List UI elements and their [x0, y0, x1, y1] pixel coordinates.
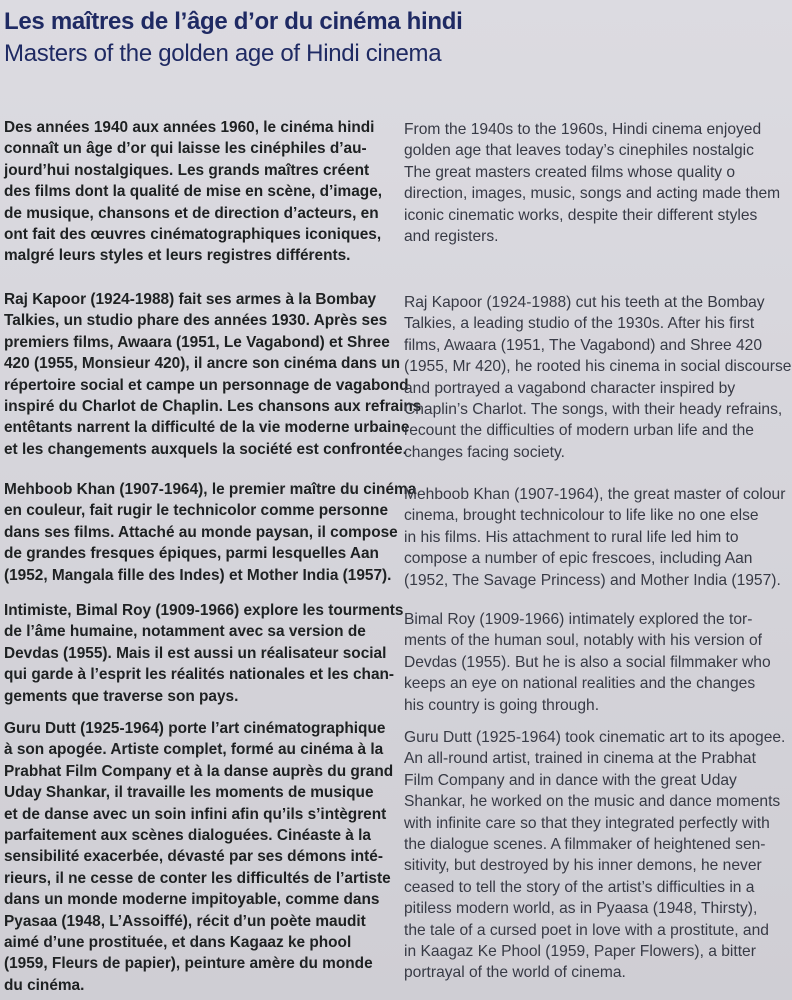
text-line: premiers films, Awaara (1951, Le Vagabond) et Shree: [4, 333, 390, 351]
text-line: Uday Shankar, il travaille les moments de musique: [4, 784, 374, 802]
text-line: rieurs, il ne cesse de conter les difficultés de l’artiste: [4, 869, 391, 887]
text-line: Prabhat Film Company et à la danse auprès du grand: [4, 762, 394, 780]
title-french: Les maîtres de l’âge d’or du cinéma hindi: [4, 8, 463, 35]
text-line: entêtants narrent la difficulté de la vie moderne urbaine: [4, 419, 410, 437]
text-line: and registers.: [404, 227, 499, 245]
text-line: (1955, Mr 420), he rooted his cinema in social discourse: [404, 358, 792, 376]
text-line: and portrayed a vagabond character inspired by: [404, 379, 736, 397]
text-line: ceased to tell the story of the artist’s difficulties in a: [404, 878, 755, 896]
text-line: inspiré du Charlot de Chaplin. Les chansons aux refrains: [4, 397, 422, 415]
paragraph-en-bimal-roy: [404, 609, 771, 716]
text-line: dans un monde moderne impitoyable, comme dans: [4, 891, 380, 909]
text-line: films, Awaara (1951, The Vagabond) and Shree 420: [404, 336, 763, 354]
text-line: ments of the human soul, notably with his version of: [404, 632, 762, 650]
text-line: in his films. His attachment to rural life led him to: [404, 528, 739, 546]
text-line: (1959, Fleurs de papier), peinture amère du monde: [4, 955, 373, 973]
text-line: Mehboob Khan (1907-1964), the great master of colour: [404, 486, 786, 503]
text-line: (1952, The Savage Princess) and Mother India (1957).: [404, 571, 781, 589]
paragraph-fr-intro: [4, 117, 382, 267]
text-line: changes facing society.: [404, 443, 565, 461]
text-line: Chaplin’s Charlot. The songs, with their heady refrains,: [404, 400, 783, 418]
text-line: Raj Kapoor (1924-1988) fait ses armes à la Bombay: [4, 291, 377, 308]
text-line: Guru Dutt (1925-1964) porte l’art cinématographique: [4, 720, 386, 737]
text-line: de grandes fresques épiques, parmi lesquelles Aan: [4, 545, 379, 563]
paragraph-en-mehboob-khan: [404, 484, 785, 591]
text-line: sitivity, but destroyed by his inner demons, he never: [404, 857, 762, 875]
text-line: et les changements auxquels la société est confrontée.: [4, 440, 407, 458]
text-line: From the 1940s to the 1960s, Hindi cinema enjoyed: [404, 121, 762, 138]
text-line: Raj Kapoor (1924-1988) cut his teeth at the Bombay: [404, 294, 765, 311]
text-line: malgré leurs styles et leurs registres différents.: [4, 247, 351, 265]
text-line: de l’âme humaine, notamment avec sa version de: [4, 623, 366, 641]
text-line: sensibilité exacerbée, dévasté par ses démons inté-: [4, 848, 383, 866]
text-line: gements que traverse son pays.: [4, 687, 239, 705]
paragraph-en-guru-dutt: [404, 727, 785, 984]
paragraph-en-raj-kapoor: [404, 292, 791, 463]
text-line: his country is going through.: [404, 696, 600, 714]
text-line: Des années 1940 aux années 1960, le cinéma hindi: [4, 119, 375, 136]
text-line: dans ses films. Attaché au monde paysan, il compose: [4, 523, 398, 541]
text-line: the dialogue scenes. A filmmaker of heightened sen-: [404, 835, 766, 853]
paragraph-fr-bimal-roy: [4, 600, 403, 707]
text-line: the tale of a cursed poet in love with a prostitute, and: [404, 921, 769, 939]
text-line: Pyasaa (1948, L’Assoiffé), récit d’un poète maudit: [4, 912, 366, 930]
paragraph-fr-raj-kapoor: [4, 289, 421, 460]
text-line: en couleur, fait rugir le technicolor comme personne: [4, 502, 388, 520]
text-line: du cinéma.: [4, 976, 85, 994]
text-line: An all-round artist, trained in cinema at the Prabhat: [404, 750, 756, 768]
text-line: compose a number of epic frescoes, including Aan: [404, 550, 753, 568]
text-line: Guru Dutt (1925-1964) took cinematic art to its apogee.: [404, 729, 786, 746]
text-line: pitiless modern world, as in Pyaasa (1948, Thirsty),: [404, 900, 758, 918]
text-line: Intimiste, Bimal Roy (1909-1966) explore les tourments: [4, 602, 404, 619]
paragraph-fr-mehboob-khan: [4, 479, 416, 586]
title-english: Masters of the golden age of Hindi cinema: [4, 40, 442, 67]
text-line: à son apogée. Artiste complet, formé au cinéma à la: [4, 741, 384, 759]
text-line: keeps an eye on national realities and the changes: [404, 675, 756, 693]
text-line: 420 (1955, Monsieur 420), il ancre son cinéma dans un: [4, 355, 401, 373]
text-line: cinema, brought technicolour to life like no one else: [404, 507, 759, 525]
text-line: Shankar, he worked on the music and dance moments: [404, 793, 781, 811]
text-line: iconic cinematic works, despite their different styles: [404, 206, 758, 224]
text-line: Devdas (1955). But he is also a social filmmaker who: [404, 653, 771, 671]
text-line: des films dont la qualité de mise en scène, d’image,: [4, 183, 383, 201]
text-line: aimé d’une prostituée, et dans Kagaaz ke phool: [4, 933, 352, 951]
text-line: Talkies, a leading studio of the 1930s. After his first: [404, 315, 755, 333]
paragraph-fr-guru-dutt: [4, 718, 393, 996]
text-line: Devdas (1955). Mais il est aussi un réalisateur social: [4, 644, 387, 662]
text-line: jourd’hui nostalgiques. Les grands maîtres créent: [4, 161, 370, 179]
text-line: Mehboob Khan (1907-1964), le premier maître du cinéma: [4, 481, 417, 498]
text-line: recount the difficulties of modern urban life and the: [404, 422, 754, 440]
text-line: qui garde à l’esprit les réalités nationales et les chan-: [4, 666, 395, 684]
text-line: portrayal of the world of cinema.: [404, 964, 626, 982]
text-line: connaît un âge d’or qui laisse les cinéphiles d’au-: [4, 140, 367, 158]
paragraph-en-intro: [404, 119, 780, 247]
text-line: direction, images, music, songs and acting made them: [404, 185, 781, 203]
text-line: golden age that leaves today’s cinephiles nostalgic: [404, 142, 754, 160]
text-line: Talkies, un studio phare des années 1930. Après ses: [4, 312, 388, 330]
text-line: Film Company and in dance with the great Uday: [404, 771, 737, 789]
text-line: parfaitement aux scènes dialoguées. Cinéaste à la: [4, 826, 371, 844]
text-line: et de danse avec un soin infini afin qu’ils s’intègrent: [4, 805, 387, 823]
text-line: ont fait des œuvres cinématographiques iconiques,: [4, 225, 382, 243]
text-line: in Kaagaz Ke Phool (1959, Paper Flowers), a bitter: [404, 942, 756, 960]
text-line: The great masters created films whose quality o: [404, 163, 736, 181]
text-line: with infinite care so that they integrated perfectly with: [404, 814, 770, 832]
text-line: (1952, Mangala fille des Indes) et Mother India (1957).: [4, 566, 392, 584]
text-line: répertoire social et campe un personnage de vagabond: [4, 376, 409, 394]
text-line: Bimal Roy (1909-1966) intimately explored the tor-: [404, 611, 753, 628]
text-line: de musique, chansons et de direction d’acteurs, en: [4, 204, 379, 222]
